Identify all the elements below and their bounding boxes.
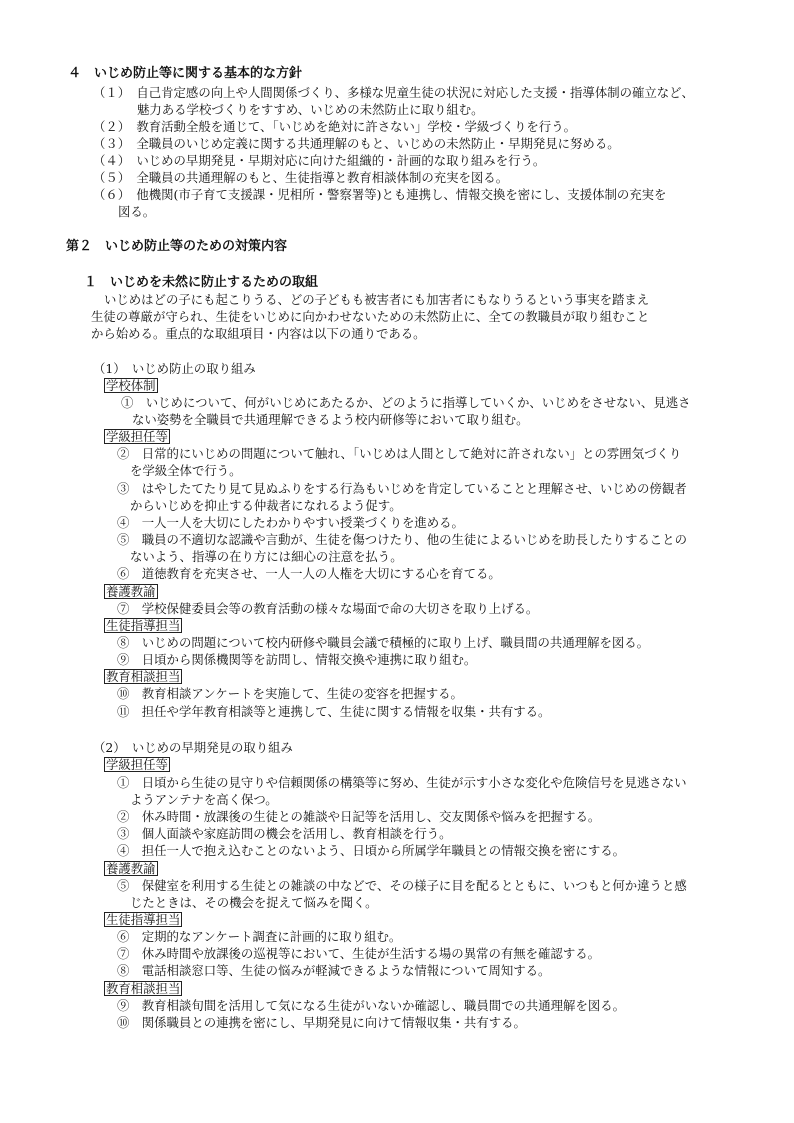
p2-item-10: ⑩ 関係職員との連携を密にし、早期発見に向けて情報収集・共有する。 xyxy=(117,1015,526,1030)
p2-item-6: ⑥ 定期的なアンケート調査に計画的に取り組む。 xyxy=(117,929,402,944)
p1-item-2-cont: を学級全体で行う。 xyxy=(130,463,242,478)
subsection-1-heading: １ いじめを未然に防止するための取組 xyxy=(84,275,319,290)
policy-item-4: （４） いじめの早期発見・早期対応に向けた組織的・計画的な取り組みを行う。 xyxy=(93,153,546,168)
policy-item-2: （２） 教育活動全般を通じて、「いじめを絶対に許さない」学校・学級づくりを行う。 xyxy=(93,119,576,134)
p1-item-7: ⑦ 学校保健委員会等の教育活動の様々な場面で命の大切さを取り上げる。 xyxy=(117,601,539,616)
p1-item-5: ⑤ 職員の不適切な認識や言動が、生徒を傷つけたり、他の生徒によるいじめを助長したりすることの xyxy=(117,532,687,547)
p2-item-1-cont: ようアンテナを高く保つ。 xyxy=(130,792,278,807)
label-student-guidance: 生徒指導担当 xyxy=(106,618,181,633)
p2-item-5: ⑤ 保健室を利用する生徒との雑談の中などで、その様子に目を配るとともに、いつもと何か違うと感 xyxy=(117,878,687,893)
chapter-2-heading: 第２ いじめ防止等のための対策内容 xyxy=(66,239,288,254)
p2-item-4: ④ 担任一人で抱え込むことのないよう、日頃から所属学年職員との情報交換を密にする。 xyxy=(117,843,626,858)
p1-item-6: ⑥ 道徳教育を充実させ、一人一人の人権を大切にする心を育てる。 xyxy=(117,566,501,581)
p2-item-8: ⑧ 電話相談窓口等、生徒の悩みが軽減できるような情報について周知する。 xyxy=(117,963,551,978)
label-homeroom-2: 学級担任等 xyxy=(106,757,168,772)
p1-item-1: ① いじめについて、何がいじめにあたるか、どのように指導していくか、いじめをさせない、見逃さ xyxy=(121,395,691,410)
p1-item-4: ④ 一人一人を大切にしたわかりやすい授業づくりを進める。 xyxy=(117,515,464,530)
policy-item-1: （１） 自己肯定感の向上や人間関係づくり、多様な児童生徒の状況に対応した支援・指導体制の確立など、 xyxy=(93,85,694,100)
label-school-nurse-2: 養護教諭 xyxy=(106,861,156,876)
intro-line-3: から始める。重点的な取組項目・内容は以下の通りである。 xyxy=(91,326,426,341)
label-counseling: 教育相談担当 xyxy=(106,669,181,684)
p1-item-9: ⑨ 日頃から関係機関等を訪問し、情報交換や連携に取り組む。 xyxy=(117,652,477,667)
p1-item-1-cont: ない姿勢を全職員で共通理解できるよう校内研修等において取り組む。 xyxy=(132,412,529,427)
part-1-heading: （1） いじめ防止の取り組み xyxy=(93,361,256,376)
p2-item-1: ① 日頃から生徒の見守りや信頼関係の構築等に努め、生徒が示す小さな変化や危険信号を見逃さない xyxy=(117,775,687,790)
intro-line-2: 生徒の尊厳が守られ、生徒をいじめに向かわせないための未然防止に、全ての教職員が取り組むこと xyxy=(91,309,650,324)
label-homeroom: 学級担任等 xyxy=(106,429,168,444)
p1-item-5-cont: ないよう、指導の在り方には細心の注意を払う。 xyxy=(130,549,403,564)
intro-line-1: いじめはどの子にも起こりうる、どの子どもも被害者にも加害者にもなりうるという事実を踏まえ xyxy=(104,292,650,307)
policy-item-3: （３） 全職員のいじめ定義に関する共通理解のもと、いじめの未然防止・早期発見に努める。 xyxy=(93,136,620,151)
policy-item-6-cont: 図る。 xyxy=(118,204,156,219)
section-4-heading: ４ いじめ防止等に関する基本的な方針 xyxy=(68,66,303,81)
p2-item-2: ② 休み時間・放課後の生徒との雑談や日記等を活用し、交友関係や悩みを把握する。 xyxy=(117,809,601,824)
p1-item-2: ② 日常的にいじめの問題について触れ、「いじめは人間として絶対に許されない」との雰囲気づくり xyxy=(117,446,682,461)
p1-item-3: ③ はやしたてたり見て見ぬふりをする行為もいじめを肯定していることと理解させ、いじめの傍観者 xyxy=(117,481,687,496)
p2-item-3: ③ 個人面談や家庭訪問の機会を活用し、教育相談を行う。 xyxy=(117,826,452,841)
label-student-guidance-2: 生徒指導担当 xyxy=(106,912,181,927)
policy-item-6: （６） 他機関(市子育て支援課・児相所・警察署等)とも連携し、情報交換を密にし、支援体制の充実を xyxy=(93,187,667,202)
policy-item-1-cont: 魅力ある学校づくりをすすめ、いじめの未然防止に取り組む。 xyxy=(137,102,484,117)
part-2-heading: （2） いじめの早期発見の取り組み xyxy=(93,740,293,755)
label-school-nurse: 養護教諭 xyxy=(106,584,156,599)
policy-item-5: （５） 全職員の共通理解のもと、生徒指導と教育相談体制の充実を図る。 xyxy=(93,170,509,185)
p2-item-9: ⑨ 教育相談旬間を活用して気になる生徒がいないか確認し、職員間での共通理解を図る。 xyxy=(117,998,626,1013)
p1-item-11: ⑪ 担任や学年教育相談等と連携して、生徒に関する情報を収集・共有する。 xyxy=(117,704,551,719)
p2-item-5-cont: じたときは、その機会を捉えて悩みを聞く。 xyxy=(130,895,378,910)
p1-item-8: ⑧ いじめの問題について校内研修や職員会議で積極的に取り上げ、職員間の共通理解を図る。 xyxy=(117,635,650,650)
label-counseling-2: 教育相談担当 xyxy=(106,981,181,996)
p1-item-10: ⑩ 教育相談アンケートを実施して、生徒の変容を把握する。 xyxy=(117,686,463,701)
p1-item-3-cont: からいじめを抑止する仲裁者になれるよう促す。 xyxy=(130,498,402,513)
p2-item-7: ⑦ 休み時間や放課後の巡視等において、生徒が生活する場の異常の有無を確認する。 xyxy=(117,946,600,961)
label-school-system: 学校体制 xyxy=(106,378,156,393)
